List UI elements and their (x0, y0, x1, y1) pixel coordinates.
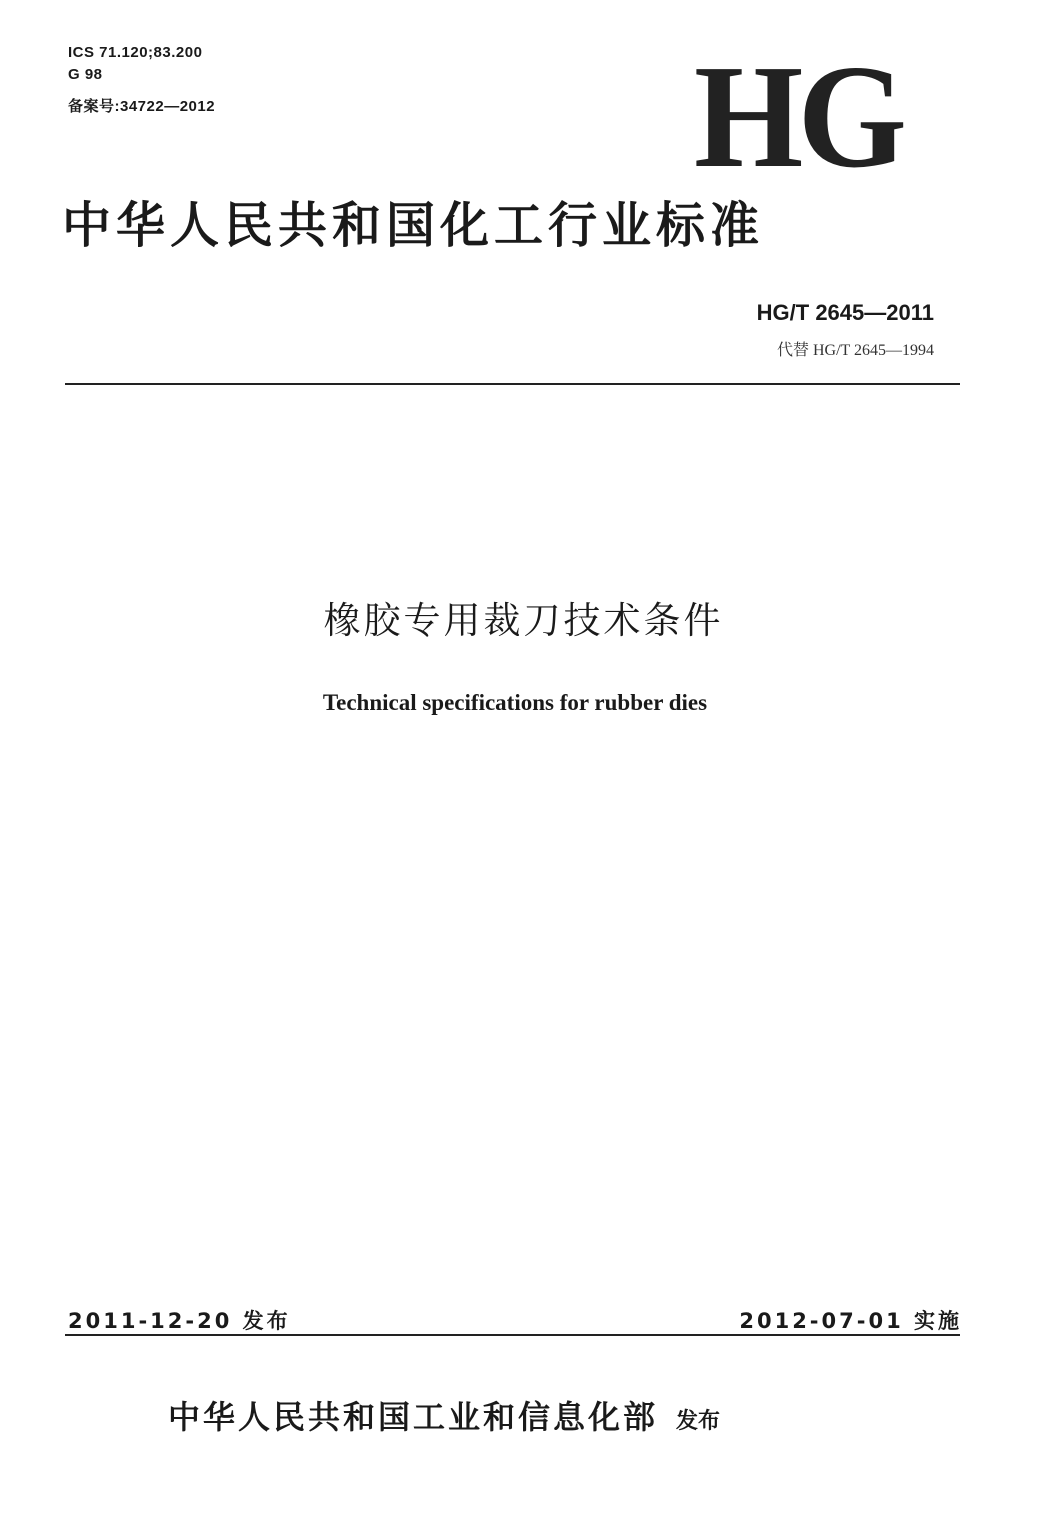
hg-logo: HG (694, 35, 902, 199)
top-divider (65, 383, 960, 385)
publisher-verb: 发布 (676, 1409, 721, 1434)
standard-title: 中华人民共和国化工行业标准 (62, 197, 765, 254)
bottom-divider (65, 1334, 960, 1336)
publisher-name: 中华人民共和国工业和信息化部 (168, 1398, 659, 1436)
issue-date: 2011-12-20 发布 (68, 1309, 291, 1333)
classification-code: G 98 (68, 66, 103, 83)
standard-number: HG/T 2645—2011 (756, 300, 934, 325)
publisher-line (168, 1392, 720, 1438)
document-title-english: Technical specifications for rubber dies (322, 690, 708, 715)
implementation-date: 2012-07-01 实施 (739, 1309, 962, 1333)
replaces-standard: 代替 HG/T 2645—1994 (776, 342, 934, 359)
document-title-chinese: 橡胶专用裁刀技术条件 (323, 599, 724, 642)
record-number: 备案号:34722—2012 (68, 98, 216, 115)
ics-code: ICS 71.120;83.200 (68, 44, 203, 61)
